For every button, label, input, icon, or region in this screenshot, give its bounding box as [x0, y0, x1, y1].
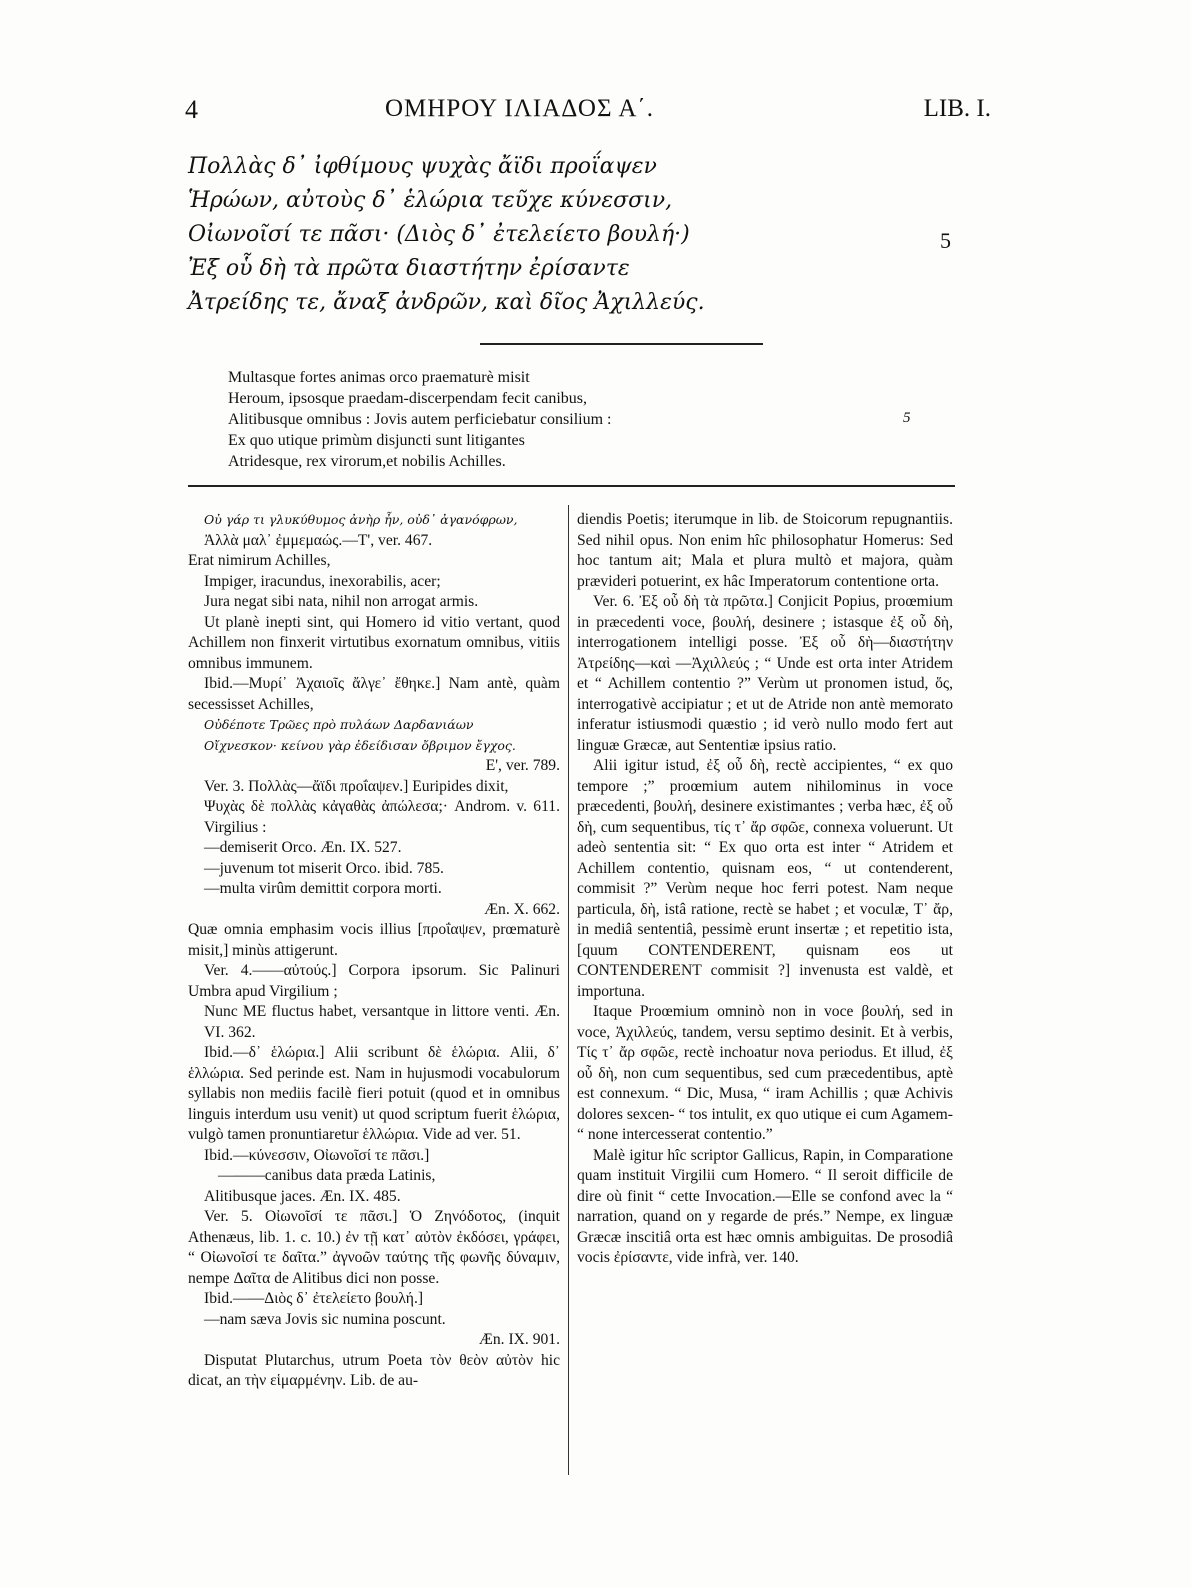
commentary-paragraph: Ibid.——Διὸς δ᾽ ἐτελείετο βουλή.]: [204, 1290, 424, 1307]
commentary-paragraph: Ver. 6. Ἐξ οὗ δὴ τὰ πρῶτα.] Conjicit Popius, proœmium in præcedenti voce, βουλή, desinere ; istasque ἐξ οὗ δὴ, interrogationem intelligi posse. Ἐξ οὗ δὴ—διαστήτην Ἀτρείδης—καὶ —Ἀχιλλεύς ; “ Unde est orta inter Atridem et “ Achillem contentio ?” Verùm ut pronomen istud, ὅς, interrogativè accipiatur ; et ut de Atride non antè memorato inferatur istiusmodi quæstio ; id verò nullo modo fert aut linguæ Græcæ, aut Sententiæ ipsius ratio.: [577, 593, 953, 754]
commentary-paragraph: Οὐδέποτε Τρῶες πρὸ πυλάων Δαρδανιάων: [204, 717, 474, 732]
commentary-paragraph: E', ver. 789.: [485, 757, 560, 774]
commentary-paragraph: —nam sæva Jovis sic numina poscunt.: [204, 1310, 446, 1328]
book-label: LIB. I.: [923, 95, 991, 122]
running-header: [185, 95, 991, 135]
commentary-right-column: [577, 510, 953, 1269]
commentary-paragraph: Disputat Plutarchus, utrum Poeta τὸν θεὸν αὐτὸν hic dicat, an τὴν εἱμαρμένην. Lib. de au-: [188, 1351, 560, 1389]
commentary-paragraph: Alitibusque jaces. Æn. IX. 485.: [204, 1187, 401, 1205]
commentary-paragraph: Æn. IX. 901.: [479, 1331, 560, 1348]
running-title: ΟΜΗΡΟΥ ΙΛΙΑΔΟΣ Α΄.: [385, 95, 654, 122]
commentary-left-column: [188, 510, 560, 1392]
divider-rule: [480, 343, 763, 345]
latin-line: Heroum, ipsosque praedam-discerpendam fecit canibus,: [228, 390, 587, 407]
commentary-paragraph: Æn. X. 662.: [484, 900, 560, 918]
commentary-paragraph: —demiserit Orco. Æn. IX. 527.: [204, 839, 402, 856]
commentary-paragraph: Malè igitur hîc scriptor Gallicus, Rapin, in Comparatione quam instituit Virgilii cum Homero. “ Il seroit difficile de dire où finit “ cette Invocation.—Elle se confond avec la “ narration, quand on y regarde de prés.” Nempe, ex linguæ Græcæ inscitiâ orta est hæc omnis ambiguitas. De prosodiâ vocis ἐρίσαντε, vide infrà, ver. 140.: [577, 1146, 953, 1266]
commentary-paragraph: —juvenum tot miserit Orco. ibid. 785.: [204, 859, 444, 877]
commentary-paragraph: diendis Poetis; iterumque in lib. de Stoicorum repugnantiis. Sed nihil opus. Non enim hîc philosophatur Homerus: Sed hoc tantum ait; Mala et plura multò et majora, quàm prævideri potuerint, ex hâc Imperatorum contentione orta.: [577, 511, 953, 590]
commentary-paragraph: Ψυχὰς δὲ πολλὰς κἀγαθὰς ἀπώλεσα;· Androm. v. 611. Virgilius :: [204, 798, 560, 836]
commentary-paragraph: Οὐ γάρ τι γλυκύθυμος ἀνὴρ ἦν, οὐδ᾽ ἀγανόφρων,: [204, 512, 518, 527]
commentary-paragraph: Οἴχνεσκον· κείνου γὰρ ἐδείδισαν ὄβριμον ἔγχος.: [204, 737, 516, 753]
latin-line: Ex quo utique primùm disjuncti sunt litigantes: [228, 432, 525, 449]
commentary-paragraph: Ἀλλὰ μαλ᾽ ἐμμεμαώς.—Τ', ver. 467.: [204, 531, 433, 549]
latin-line: Multasque fortes animas orco praematurè misit: [228, 369, 530, 386]
commentary-paragraph: —multa virûm demittit corpora morti.: [204, 880, 442, 897]
commentary-paragraph: Quæ omnia emphasim vocis illius [προΐαψεν, prœmaturè misit,] minùs attigerunt.: [188, 921, 560, 959]
commentary-paragraph: Ibid.—κύνεσσιν, Οἰωνοῖσί τε πᾶσι.]: [204, 1146, 430, 1164]
commentary-paragraph: Itaque Proœmium omninò non in voce βουλή, sed in voce, Ἀχιλλεύς, tandem, versu septimo desinit. Et à verbis, Τίς τ᾽ ἄρ σφῶε, rectè inchoatur nova periodus. Et illud, ἐξ οὗ δὴ, non cum sequentibus, sed cum præcedentibus, aptè est connexum. “ Dic, Musa, “ iram Achillis ; quæ Achivis dolores sexcen- “ tos intulit, ex quo utique ei cum Agamem- “ none intercesserat contentio.”: [577, 1003, 953, 1143]
greek-verse: Οἰωνοῖσί τε πᾶσι· (Διὸς δ᾽ ἐτελείετο βουλή·): [188, 222, 690, 247]
commentary-paragraph: Nunc ME fluctus habet, versantque in littore venti. Æn. VI. 362.: [204, 1003, 560, 1041]
page-number: 4: [185, 95, 198, 124]
commentary-paragraph: Ibid.—δ᾽ ἑλώρια.] Alii scribunt δὲ ἑλώρια. Alii, δ᾽ ἑλλώρια. Sed perinde est. Nam in hujusmodi vocabulorum syllabis non mediis facilè fieri potuit (quod et in omnibus linguis interdum usu venit) ut quod scriptum fuerit ἑλώρια, vulgò tamen pronuntiaretur ἑλλώρια. Vide ad ver. 51.: [188, 1044, 560, 1143]
commentary-paragraph: Alii igitur istud, ἐξ οὗ δὴ, rectè accipientes, “ ex quo tempore ;” proœmium autem nihilominus in voce præcedenti, βουλή, desinere existimantes ; verba hæc, ἐξ οὗ δὴ, cum sequentibus, τίς τ᾽ ἄρ σφῶε, connexa voluerunt. Ut adeò sententia sit: “ Ex quo orta est inter “ Atridem et Achillem contentio, quisnam eos, “ ut contenderent, commisit ?” Verùm neque hoc ferri potest. Nam neque particula, δὴ, istâ ratione, rectè se habet ; et voculæ, Τ᾽ ἄρ, in mediâ sententiâ, pessimè erunt insertæ ; et repetitio ista, [quum CONTENDERENT, quisnam eos ut CONTENDERENT commisit ?] invenusta est valdè, et importuna.: [577, 757, 953, 1000]
commentary-paragraph: Jura negat sibi nata, nihil non arrogat armis.: [204, 593, 479, 610]
divider-rule: [188, 485, 955, 487]
greek-verse: Πολλὰς δ᾽ ἰφθίμους ψυχὰς ἄϊδι προΐαψεν: [188, 154, 657, 179]
greek-verses: [188, 150, 988, 320]
latin-line: Atridesque, rex virorum,et nobilis Achilles.: [228, 453, 506, 470]
commentary-paragraph: Ver. 4.——αὐτούς.] Corpora ipsorum. Sic Palinuri Umbra apud Virgilium ;: [188, 962, 560, 1000]
column-separator: [568, 505, 569, 1475]
commentary-paragraph: Impiger, iracundus, inexorabilis, acer;: [204, 572, 441, 590]
latin-line-number: 5: [903, 410, 911, 426]
commentary-paragraph: Erat nimirum Achilles,: [188, 552, 331, 569]
greek-verse: Ἀτρείδης τε, ἄναξ ἀνδρῶν, καὶ δῖος Ἀχιλλεύς.: [188, 290, 705, 315]
commentary-paragraph: Ver. 5. Οἰωνοῖσί τε πᾶσι.] Ὁ Ζηνόδοτος, (inquit Athenæus, lib. 1. c. 10.) ἐν τῇ κατ᾽ αὐτὸν ἐκδόσει, γράφει, “ Οἰωνοῖσί τε δαῖτα.” ἀγνοῶν ταύτης τῆς φωνῆς δύναμιν, nempe Δαῖτα de Alitibus dici non posse.: [188, 1208, 560, 1287]
greek-verse: Ἐξ οὗ δὴ τὰ πρῶτα διαστήτην ἐρίσαντε: [188, 256, 630, 281]
commentary-paragraph: Ver. 3. Πολλὰς—ἄϊδι προΐαψεν.] Euripides dixit,: [204, 777, 509, 795]
commentary-paragraph: Ibid.—Μυρί᾽ Ἀχαιοῖς ἄλγε᾽ ἔθηκε.] Nam antè, quàm secessisset Achilles,: [188, 675, 560, 713]
latin-line: Alitibusque omnibus : Jovis autem perficiebatur consilium :: [228, 411, 612, 428]
commentary-paragraph: ———canibus data præda Latinis,: [218, 1167, 436, 1184]
latin-translation: [228, 367, 928, 472]
greek-verse: Ἡρώων, αὐτοὺς δ᾽ ἑλώρια τεῦχε κύνεσσιν,: [188, 188, 673, 213]
greek-line-number: 5: [940, 228, 951, 253]
commentary-paragraph: Ut planè inepti sint, qui Homero id vitio vertant, quod Achillem non finxerit virtutibus exornatum omnibus, vitiis omnibus immunem.: [188, 613, 560, 672]
